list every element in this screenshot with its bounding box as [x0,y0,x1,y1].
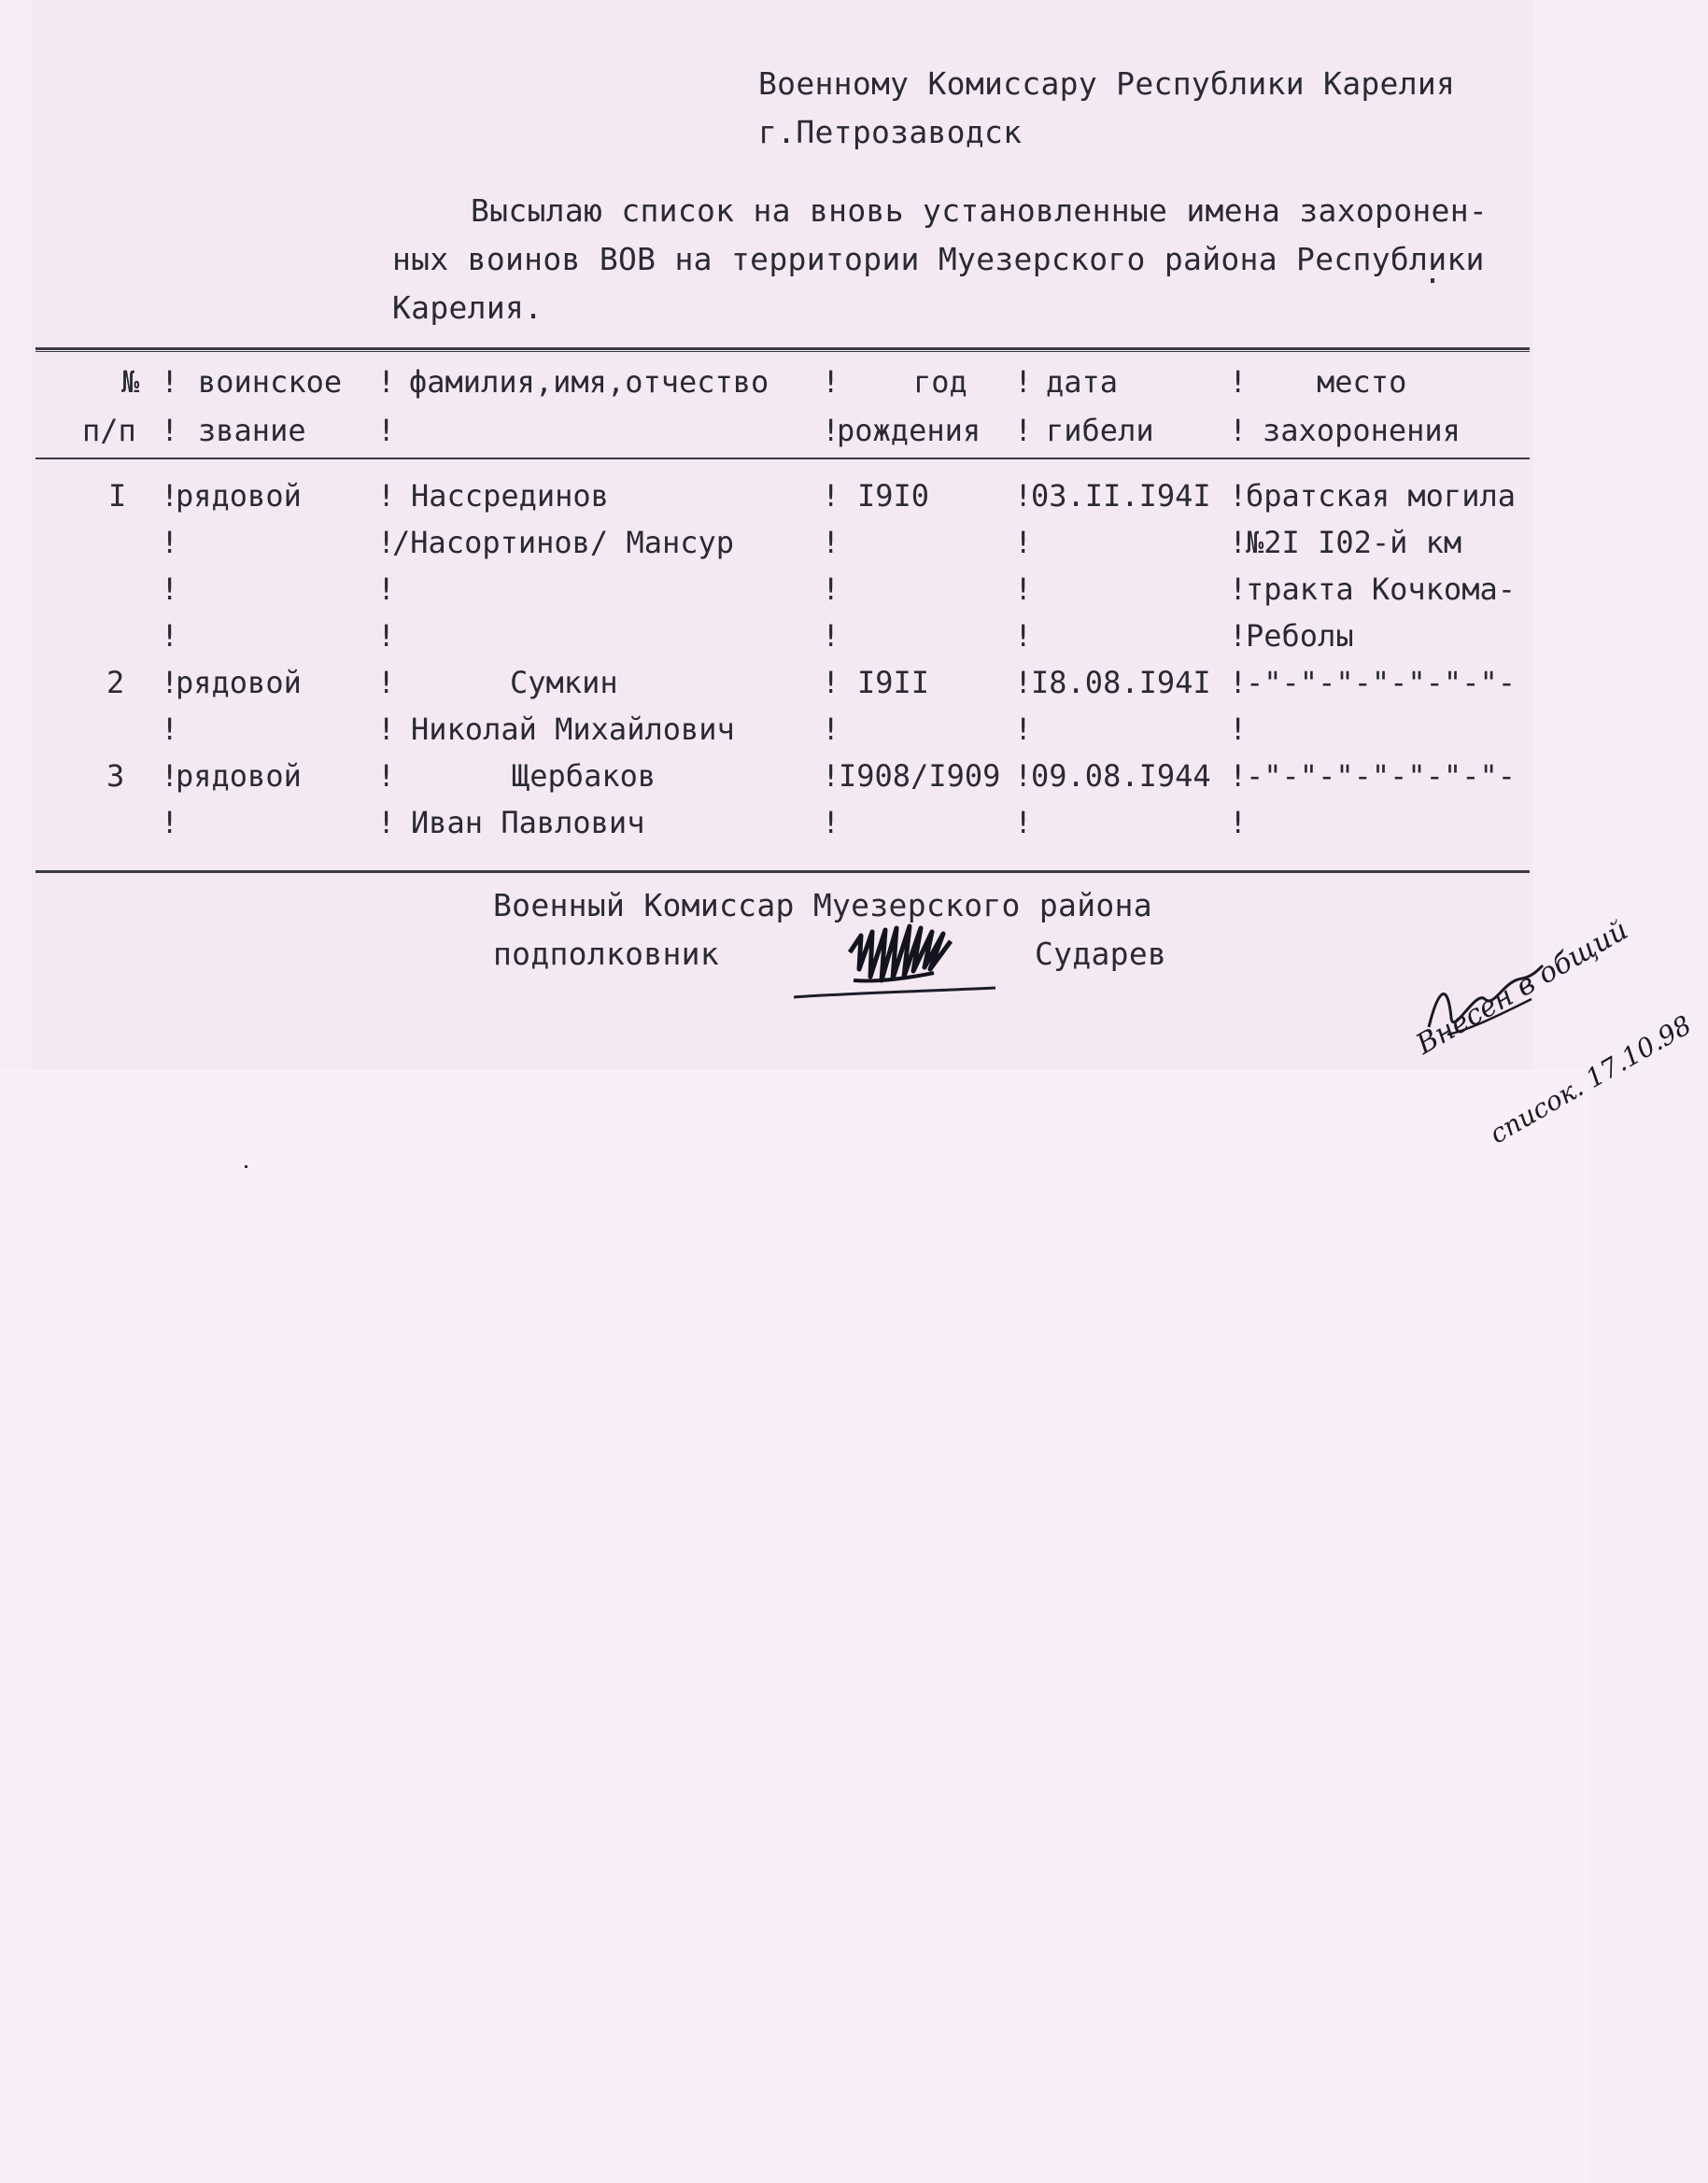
header-burial-2: захоронения [1263,413,1461,448]
table-header-rule [35,458,1530,459]
column-separator: ! [822,364,840,400]
column-separator: ! [1229,758,1248,794]
column-separator: ! [1014,413,1033,448]
header-rank-2: звание [198,413,306,448]
column-separator: ! [1014,478,1033,514]
column-separator: ! [161,805,179,840]
column-separator: ! [1014,805,1033,840]
annotation-initials [1419,962,1550,1046]
column-separator: ! [822,413,840,448]
column-separator: ! [822,571,840,607]
column-separator: ! [161,478,179,514]
row-1-burial-1: братская могила [1246,478,1516,514]
column-separator: ! [822,525,840,560]
column-separator: ! [377,364,396,400]
column-separator: ! [161,618,179,654]
handwritten-signature [784,915,1009,1008]
column-separator: ! [1229,478,1248,514]
annotation-line-1: Внесен в общий [1410,913,1634,1062]
column-separator: ! [1229,364,1248,400]
row-3-name-2: Иван Павлович [411,805,645,840]
signature-title: Военный Комиссар Муезерского района [493,887,1152,923]
column-separator: ! [377,413,396,448]
signature-surname: Сударев [1035,936,1167,972]
table-top-rule-thin [35,351,1530,352]
row-1-death: 03.II.I94I [1031,478,1211,514]
column-separator: ! [377,478,396,514]
row-2-birth: I9II [857,665,930,700]
addressee-line-1: Военному Комиссару Республики Карелия [758,65,1456,102]
row-2-burial: -"-"-"-"-"-"-"- [1246,665,1516,700]
column-separator: ! [1014,618,1033,654]
row-1-name-1: Нассрединов [411,478,609,514]
row-2-death: I8.08.I94I [1031,665,1211,700]
body-line-3: Карелия. [392,289,543,326]
column-separator: ! [161,364,179,400]
column-separator: ! [1014,571,1033,607]
column-separator: ! [377,711,396,747]
column-separator: ! [1014,364,1033,400]
column-separator: ! [1229,665,1248,700]
body-line-1: Высылаю список на вновь установленные имена захоронен- [471,192,1489,229]
column-separator: ! [377,525,396,560]
column-separator: ! [1014,665,1033,700]
column-separator: ! [1229,711,1248,747]
row-3-death: 09.08.I944 [1031,758,1211,794]
row-3-name-1: Щербаков [512,758,656,794]
column-separator: ! [822,758,840,794]
column-separator: ! [1229,805,1248,840]
column-separator: ! [161,711,179,747]
speck [245,1165,247,1168]
header-death-1: дата [1046,364,1119,400]
column-separator: ! [377,618,396,654]
row-3-burial: -"-"-"-"-"-"-"- [1246,758,1516,794]
column-separator: ! [822,711,840,747]
column-separator: ! [822,665,840,700]
column-separator: ! [1014,711,1033,747]
speck [1431,278,1434,283]
row-1-birth: I9I0 [857,478,930,514]
row-3-birth: I908/I909 [839,758,1001,794]
row-3-rank: рядовой [176,758,302,794]
row-1-burial-3: тракта Кочкома- [1246,571,1516,607]
row-2-name-2: Николай Михайлович [411,711,735,747]
table-top-rule [35,347,1530,350]
column-separator: ! [1014,758,1033,794]
addressee-line-2: г.Петрозаводск [758,114,1023,150]
row-1-name-2: /Насортинов/ Мансур [392,525,735,560]
column-separator: ! [377,758,396,794]
header-burial-1: место [1317,364,1407,400]
column-separator: ! [1229,525,1248,560]
signature-rank: подполковник [493,936,720,972]
column-separator: ! [161,413,179,448]
annotation-line-2: список. 17.10.98 [1484,1009,1697,1150]
column-separator: ! [161,571,179,607]
handwritten-annotation [1289,896,1697,1150]
row-1-rank: рядовой [176,478,302,514]
table-bottom-rule [35,870,1530,873]
header-death-2: гибели [1046,413,1154,448]
header-birth-2: рождения [837,413,981,448]
column-separator: ! [161,758,179,794]
column-separator: ! [1229,571,1248,607]
header-name: фамилия,имя,отчество [409,364,769,400]
column-separator: ! [822,805,840,840]
header-num-1: № [121,364,140,400]
column-separator: ! [377,805,396,840]
column-separator: ! [1229,413,1248,448]
column-separator: ! [1014,525,1033,560]
column-separator: ! [377,665,396,700]
blank-lower-region [0,1069,1588,2183]
header-num-2: п/п [82,413,136,448]
row-1-num: I [108,478,127,514]
row-2-rank: рядовой [176,665,302,700]
header-rank-1: воинское [198,364,343,400]
row-1-burial-4: Реболы [1246,618,1354,654]
column-separator: ! [161,665,179,700]
row-3-num: 3 [106,758,125,794]
row-1-burial-2: №2I I02-й км [1246,525,1462,560]
column-separator: ! [822,478,840,514]
row-2-num: 2 [106,665,125,700]
column-separator: ! [1229,618,1248,654]
column-separator: ! [822,618,840,654]
row-2-name-1: Сумкин [510,665,618,700]
column-separator: ! [377,571,396,607]
column-separator: ! [161,525,179,560]
header-birth-1: год [913,364,967,400]
body-line-2: ных воинов ВОВ на территории Муезерского района Республики [392,241,1485,277]
